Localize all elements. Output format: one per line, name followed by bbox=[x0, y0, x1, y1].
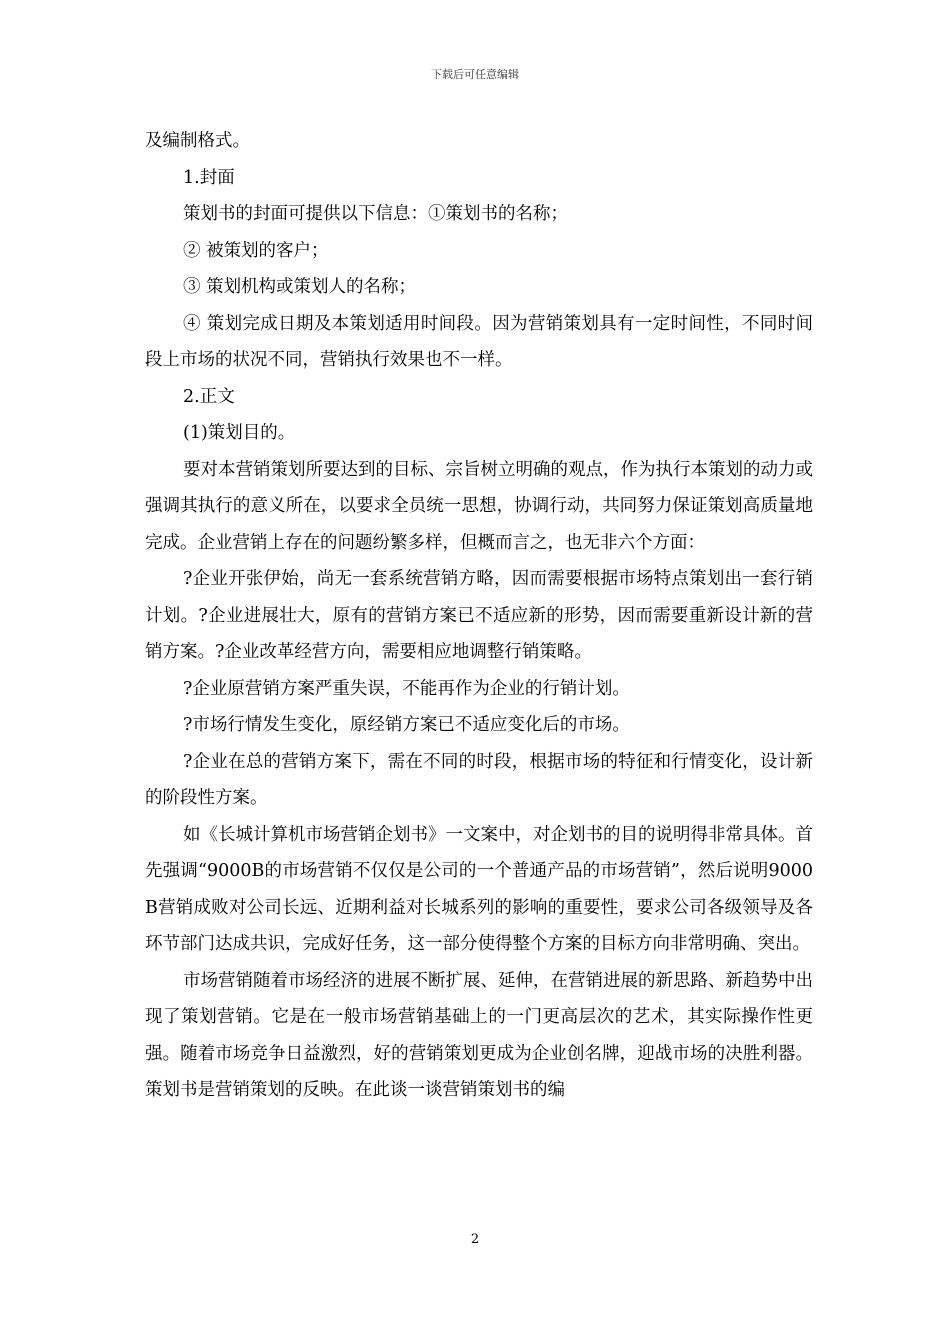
paragraph: 及编制格式。 bbox=[145, 131, 250, 151]
document-body bbox=[145, 123, 813, 1109]
section-heading-cover: 1.封面 bbox=[183, 167, 235, 188]
paragraph: 如《长城计算机市场营销企划书》一文案中，对企划书的目的说明得非常具体。首先强调“9000B的市场营销不仅仅是公司的一个普通产品的市场营销”，然后说明9000B营销成败对公司长远、近期利益对长城系列的影响的重要性，要求公司各级领导及各环节部门达成共识，完成好任务，这一部分使得整个方案的目标方向非常明确、突出。 bbox=[145, 824, 813, 954]
paragraph: ?企业原营销方案严重失误，不能再作为企业的行销计划。 bbox=[183, 678, 630, 699]
page-number: 2 bbox=[470, 1232, 480, 1247]
subsection-heading: (1)策划目的。 bbox=[183, 423, 296, 443]
list-item: ② 被策划的客户； bbox=[183, 240, 329, 261]
list-item: ④ 策划完成日期及本策划适用时间段。因为营销策划具有一定时间性，不同时间段上市场的状况不同，营销执行效果也不一样。 bbox=[145, 313, 813, 370]
paragraph: 策划书的封面可提供以下信息：①策划书的名称； bbox=[183, 204, 568, 224]
paragraph: 要对本营销策划所要达到的目标、宗旨树立明确的观点，作为执行本策划的动力或强调其执行的意义所在，以要求全员统一思想，协调行动，共同努力保证策划高质量地完成。企业营销上存在的问题纷繁多样，但概而言之，也无非六个方面： bbox=[145, 459, 813, 553]
paragraph: ?市场行情发生变化，原经销方案已不适应变化后的市场。 bbox=[183, 715, 630, 735]
page-header: 下载后可任意编辑 bbox=[431, 68, 519, 81]
list-item: ③ 策划机构或策划人的名称； bbox=[183, 277, 417, 297]
paragraph: ?企业开张伊始，尚无一套系统营销方略，因而需要根据市场特点策划出一套行销计划。?企业进展壮大，原有的营销方案已不适应新的形势，因而需要重新设计新的营销方案。?企业改革经营方向，需要相应地调整行销策略。 bbox=[145, 569, 813, 662]
paragraph: 市场营销随着市场经济的进展不断扩展、延伸，在营销进展的新思路、新趋势中出现了策划营销。它是在一般市场营销基础上的一门更高层次的艺术，其实际操作性更强。随着市场竞争日益激烈，好的营销策划更成为企业创名牌，迎战市场的决胜利器。策划书是营销策划的反映。在此谈一谈营销策划书的编 bbox=[145, 970, 813, 1100]
paragraph: ?企业在总的营销方案下，需在不同的时段，根据市场的特征和行情变化，设计新的阶段性方案。 bbox=[145, 751, 813, 808]
section-heading-body: 2.正文 bbox=[183, 386, 235, 407]
